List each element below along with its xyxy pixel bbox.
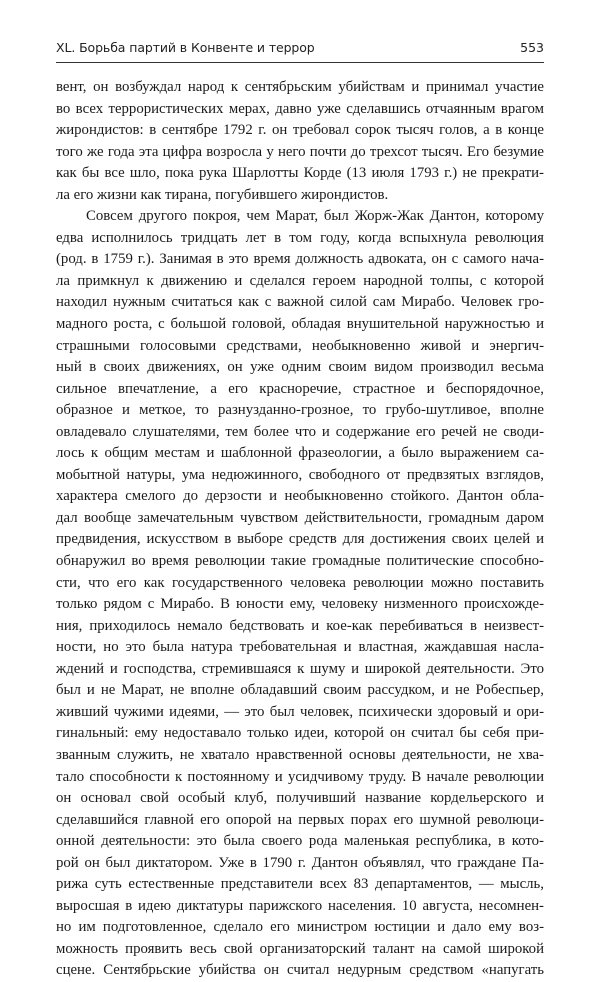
text-line: образное и меткое, то разнузданно-грозное, то грубо-шутливое, вполне: [56, 402, 544, 419]
text-line: ный в своих движениях, он уже одним своим видом производил весьма: [56, 359, 544, 376]
text-line: он основал свой особый клуб, получивший название кордельерского и: [56, 790, 544, 807]
text-line: ности, но это была натура требовательная и властная, жаждавшая насла-: [56, 639, 544, 656]
text-line: но им подготовленное, сделало его министром юстиции и дало ему воз-: [56, 919, 544, 936]
text-line: выросшая в идею диктатуры парижского населения. 10 августа, несомнен-: [56, 897, 544, 914]
text-line: находил нужным считаться как с важной силой сам Мирабо. Человек гро-: [56, 294, 544, 311]
text-line: сти, что его как государственного человека революции можно поставить: [56, 574, 544, 591]
text-line: живший чужими идеями, — это был человек, психически здоровый и ори-: [56, 703, 544, 720]
text-line: предвидения, искусством в выборе средств для достижения своих целей и: [56, 531, 544, 548]
text-line: только рядом с Мирабо. В юности ему, человеку низменного происхожде-: [56, 596, 544, 613]
text-line: во всех террористических мерах, давно уже сделавшись отчаянным врагом: [56, 100, 544, 117]
text-line: овладевало слушателями, тем более что и содержание его речей не своди-: [56, 423, 544, 440]
text-line: лось к общим местам и шаблонной фразеологии, а было выражением са-: [56, 445, 544, 462]
text-line: сильное впечатление, а его красноречие, страстное и беспорядочное,: [56, 380, 544, 397]
text-line: рижа суть естественные представители всех 83 департаментов, — мысль,: [56, 876, 544, 893]
text-line: характера смелого до дерзости и необыкновенно стойкого. Дантон обла-: [56, 488, 544, 505]
text-line: дал вообще замечательным чувством действительности, громадным даром: [56, 509, 544, 526]
running-title: XL. Борьба партий в Конвенте и террор: [56, 40, 315, 55]
text-line: мобытной натуры, ума недюжинного, свободного от предвзятых взглядов,: [56, 466, 544, 483]
text-line: можность проявить весь свой организаторский талант на самой широкой: [56, 940, 544, 957]
text-line: ждений и господства, стремившаяся к шуму и широкой деятельности. Это: [56, 660, 544, 677]
text-line: званным служить, не хватало нравственной основы деятельности, не хва-: [56, 746, 544, 763]
header-rule: [56, 62, 544, 63]
text-line: гинальный: ему недоставало только идеи, которой он считал бы себя при-: [56, 725, 544, 742]
text-line: едва исполнилось тридцать лет в том году, когда вспыхнула революция: [56, 229, 544, 246]
text-line: рой он был диктатором. Уже в 1790 г. Дантон объявлял, что граждане Па-: [56, 854, 544, 871]
text-line: ла примкнул к движению и сделался героем народной толпы, с которой: [56, 272, 544, 289]
text-line: страшными голосовыми средствами, необыкновенно живой и энергич-: [56, 337, 544, 354]
text-line: мадного роста, с большой головой, обладая внушительной наружностью и: [56, 316, 544, 333]
page-header: [56, 40, 544, 60]
text-line: того же года эта цифра возросла у него почти до трехсот тысяч. Его безумие: [56, 143, 544, 160]
text-line: ла его жизни как тирана, погубившего жирондистов.: [56, 186, 389, 203]
page-number: 553: [520, 40, 544, 55]
text-line: был и не Марат, не вполне обладавший своим рассудком, и не Робеспьер,: [56, 682, 544, 699]
text-line: тало способности к постоянному и усидчивому труду. В начале революции: [56, 768, 544, 785]
text-line: сцене. Сентябрьские убийства он считал недурным средством «напугать: [56, 962, 544, 979]
text-line: обнаружил во время революции такие громадные политические способно-: [56, 553, 544, 570]
text-line: как бы все шло, пока рука Шарлотты Корде (13 июля 1793 г.) не прекрати-: [56, 165, 544, 182]
text-line: сделавшийся главной его опорой на первых порах его шумной революци-: [56, 811, 544, 828]
body-text: [56, 77, 544, 982]
text-line: жирондистов: в сентябре 1792 г. он требовал сорок тысяч голов, а в конце: [56, 122, 544, 139]
text-line: ния, приходилось немало бедствовать и кое-как перебиваться в неизвест-: [56, 617, 544, 634]
text-line: Совсем другого покроя, чем Марат, был Жорж-Жак Дантон, которому: [86, 208, 544, 225]
text-line: вент, он возбуждал народ к сентябрьским убийствам и принимал участие: [56, 79, 544, 95]
text-line: онной деятельности: это была своего рода маленькая республика, в кото-: [56, 833, 544, 850]
text-line: (род. в 1759 г.). Занимая в это время должность адвоката, он с самого нача-: [56, 251, 544, 268]
